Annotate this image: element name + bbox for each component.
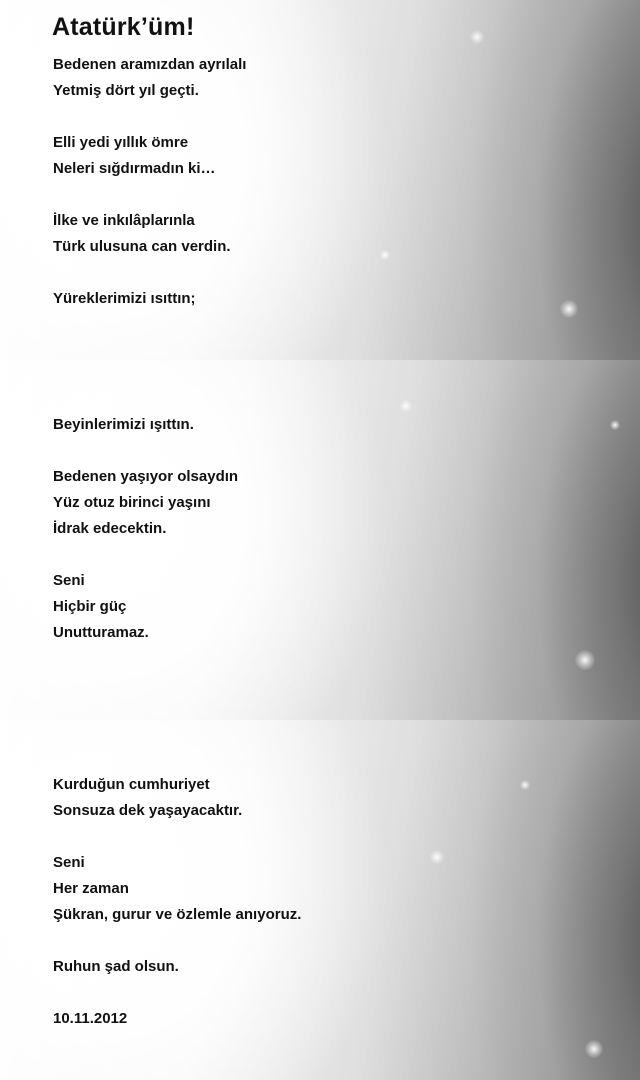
stanza (53, 286, 196, 312)
stanza (53, 568, 149, 646)
poem-title: Atatürk’üm! (52, 13, 195, 41)
stanza (53, 208, 231, 260)
poem-line: Kurduğun cumhuriyet (53, 776, 210, 793)
stanza (53, 850, 301, 928)
poem-line: Unutturamaz. (53, 624, 149, 641)
sparkle-decoration (470, 30, 484, 44)
stanza (53, 412, 194, 438)
poem-line: Yüreklerimizi ısıttın; (53, 290, 196, 307)
poem-line: Türk ulusuna can verdin. (53, 238, 231, 255)
sparkle-decoration (520, 780, 530, 790)
poem-line: Şükran, gurur ve özlemle anıyoruz. (53, 906, 302, 923)
poem-date: 10.11.2012 (53, 1010, 128, 1027)
sparkle-decoration (560, 300, 578, 318)
stanza (53, 464, 238, 542)
poem-panel-1 (0, 0, 640, 360)
stanza (53, 954, 179, 980)
poem-line: Elli yedi yıllık ömre (53, 134, 189, 151)
poem-line: Yetmiş dört yıl geçti. (53, 82, 199, 99)
sparkle-decoration (575, 650, 595, 670)
poem-panel-3 (0, 720, 640, 1080)
poem-line: Seni (53, 854, 85, 871)
poem-line: Hiçbir güç (53, 598, 127, 615)
stanza (53, 772, 242, 824)
sparkle-decoration (585, 1040, 603, 1058)
sparkle-decoration (400, 400, 412, 412)
poem-line: Seni (53, 572, 85, 589)
poem-line: Neleri sığdırmadın ki… (53, 160, 216, 177)
poem-line: İdrak edecektin. (53, 520, 167, 537)
stanza (53, 52, 246, 104)
poem-line: Bedenen yaşıyor olsaydın (53, 468, 239, 485)
poem-line: İlke ve inkılâplarınla (53, 212, 195, 229)
poem-line: Her zaman (53, 880, 129, 897)
poem-panel-2 (0, 360, 640, 720)
poem-line: Yüz otuz birinci yaşını (53, 494, 211, 511)
poem-line: Ruhun şad olsun. (53, 958, 179, 975)
sparkle-decoration (380, 250, 390, 260)
stanza (53, 1006, 127, 1032)
sparkle-decoration (610, 420, 620, 430)
poem-line: Beyinlerimizi ışıttın. (53, 416, 194, 433)
poem-line: Bedenen aramızdan ayrılalı (53, 56, 247, 73)
poem-line: Sonsuza dek yaşayacaktır. (53, 802, 243, 819)
sparkle-decoration (430, 850, 444, 864)
stanza (53, 130, 216, 182)
